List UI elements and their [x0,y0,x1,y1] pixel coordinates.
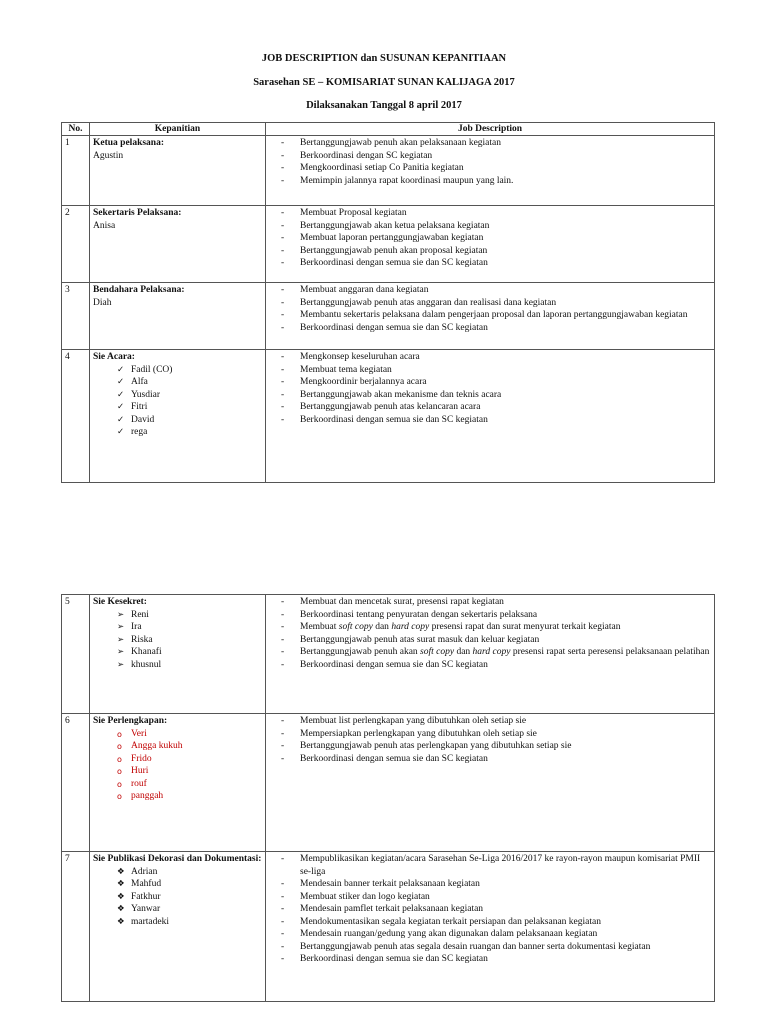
job-cell [266,852,715,1002]
document-date: Dilaksanakan Tanggal 8 april 2017 [306,100,462,111]
job-item: - Mengkoordinasi setiap Co Panitia kegiatan [281,162,711,175]
job-cell [266,283,715,350]
diamond-bullet-icon: ❖ [117,904,125,914]
diamond-bullet-icon: ❖ [117,916,125,927]
job-item: - Bertanggungjawab penuh atas kelancaran acara [281,401,711,414]
arrow-bullet-icon: ➢ [117,647,125,657]
member-item: o Angga kukuh [117,740,262,753]
checkmark-icon: ✓ [117,377,125,387]
column-header-no: No. [62,123,90,136]
circle-bullet-icon: o [117,742,122,751]
committee-cell [90,136,266,206]
job-item: - Berkoordinasi dengan semua sie dan SC kegiatan [281,414,711,427]
checkmark-icon: ✓ [117,364,125,375]
job-item: - Mendesain ruangan/gedung yang akan digunakan dalam pelaksanaan kegiatan [281,928,711,941]
document-subtitle: Sarasehan SE – KOMISARIAT SUNAN KALIJAGA 2017 [253,77,515,88]
member-item: ❖ Mahfud [117,879,162,889]
role-title: Sekertaris Pelaksana: [93,208,182,218]
member-item: ✓ Alfa [117,377,148,387]
row-number: 3 [62,283,90,350]
member-item: o Veri [117,728,262,741]
job-item: - Bertanggungjawab penuh akan soft copy dan hard copy presensi rapat serta peresensi pelaksanaan pelatihan [281,646,711,659]
circle-bullet-icon: o [117,729,122,739]
table-row [62,283,715,350]
member-list [93,364,262,439]
circle-bullet-icon: o [117,767,122,776]
job-item: - Bertanggungjawab penuh akan pelaksanaan kegiatan [281,137,711,150]
job-item: - Bertanggungjawab penuh atas perlengkapan yang dibutuhkan setiap sie [281,740,711,753]
job-item: - Membuat tema kegiatan [281,364,711,377]
job-list [269,207,711,270]
job-cell [266,206,715,283]
job-item: - Mempublikasikan kegiatan/acara Sarasehan Se-Liga 2016/2017 ke rayon-rayon maupun komisariat PMII se-liga [281,853,711,878]
job-item: - Mempersiapkan perlengkapan yang dibutuhkan oleh setiap sie [281,728,711,741]
member-list [93,866,262,929]
member-item: ✓ rega [117,427,148,437]
job-list [269,715,711,765]
member-item: o Huri [117,765,262,778]
checkmark-icon: ✓ [117,414,125,425]
document-title: JOB DESCRIPTION dan SUSUNAN KEPANITIAAN [261,53,507,64]
person-name: Diah [93,297,112,308]
job-list [269,351,711,426]
member-list [93,609,262,672]
member-item: ✓ Fadil (CO) [117,364,173,375]
diamond-bullet-icon: ❖ [117,879,125,889]
checkmark-icon: ✓ [117,427,125,437]
committee-table-part-2 [61,594,715,1002]
member-item: o Frido [117,753,262,766]
table-header-row [62,123,715,136]
column-header-job-description: Job Description [266,123,715,136]
role-title: Ketua pelaksana: [93,138,164,148]
role-title: Sie Publikasi Dekorasi dan Dokumentasi: [93,854,262,864]
job-item: - Memimpin jalannya rapat koordinasi maupun yang lain. [281,175,711,188]
committee-cell [90,283,266,350]
circle-bullet-icon: o [117,792,122,801]
job-item: - Berkoordinasi dengan semua sie dan SC kegiatan [281,322,711,335]
table-row [62,350,715,483]
arrow-bullet-icon: ➢ [117,634,125,645]
job-item: - Bertanggungjawab penuh atas segala desain ruangan dan banner serta dokumentasi kegiatan [281,941,711,954]
role-title: Sie Perlengkapan: [93,716,168,726]
circle-bullet-icon: o [117,754,122,764]
row-number: 1 [62,136,90,206]
job-cell [266,714,715,852]
job-item: - Berkoordinasi dengan semua sie dan SC kegiatan [281,257,711,270]
job-item: - Berkoordinasi dengan SC kegiatan [281,150,711,163]
job-item: - Berkoordinasi dengan semua sie dan SC kegiatan [281,753,711,766]
job-item: - Bertanggungjawab penuh atas anggaran dan realisasi dana kegiatan [281,297,711,310]
committee-cell [90,595,266,714]
diamond-bullet-icon: ❖ [117,866,125,877]
person-name: Agustin [93,150,124,161]
person-name: Anisa [93,220,116,231]
job-item: - Membuat stiker dan logo kegiatan [281,891,711,904]
row-number: 7 [62,852,90,1002]
member-item: ➢ Khanafi [117,647,162,657]
table-row [62,714,715,852]
job-item: - Mengkonsep keseluruhan acara [281,351,711,364]
committee-table-part-1 [61,122,715,483]
member-item: o rouf [117,778,262,791]
arrow-bullet-icon: ➢ [117,609,125,620]
role-title: Sie Kesekret: [93,597,147,607]
table-row [62,595,715,714]
job-item: - Berkoordinasi dengan semua sie dan SC kegiatan [281,953,711,966]
member-item: ❖ Fatkhur [117,891,161,902]
member-item: ✓ David [117,414,155,425]
committee-cell [90,714,266,852]
member-item: o panggah [117,790,262,803]
column-header-kepanitian: Kepanitian [90,123,266,136]
job-item: - Bertanggungjawab penuh akan proposal kegiatan [281,245,711,258]
diamond-bullet-icon: ❖ [117,891,125,902]
committee-cell [90,350,266,483]
member-item: ❖ Adrian [117,866,158,877]
member-item: ➢ Riska [117,634,153,645]
row-number: 2 [62,206,90,283]
committee-cell [90,206,266,283]
job-item: - Bertanggungjawab akan mekanisme dan teknis acara [281,389,711,402]
job-list [269,137,711,187]
job-item: - Membuat dan mencetak surat, presensi rapat kegiatan [281,596,711,609]
circle-bullet-icon: o [117,779,122,789]
member-item: ➢ Ira [117,622,142,632]
member-list [93,728,262,803]
job-item: - Membuat laporan pertanggungjawaban kegiatan [281,232,711,245]
member-item: ❖ Yanwar [117,904,161,914]
job-item: - Membuat anggaran dana kegiatan [281,284,711,297]
job-cell [266,595,715,714]
committee-cell [90,852,266,1002]
job-item: - Mengkoordinir berjalannya acara [281,376,711,389]
job-item: - Membuat list perlengkapan yang dibutuhkan oleh setiap sie [281,715,711,728]
role-title: Bendahara Pelaksana: [93,285,185,295]
job-cell [266,350,715,483]
row-number: 5 [62,595,90,714]
job-item: - Bertanggungjawab akan ketua pelaksana kegiatan [281,220,711,233]
checkmark-icon: ✓ [117,402,125,412]
row-number: 6 [62,714,90,852]
job-item: - Bertanggungjawab penuh atas surat masuk dan keluar kegiatan [281,634,711,647]
job-item: - Berkoordinasi dengan semua sie dan SC kegiatan [281,659,711,672]
checkmark-icon: ✓ [117,389,125,400]
role-title: Sie Acara: [93,352,135,362]
table-row [62,136,715,206]
job-item: - Membantu sekertaris pelaksana dalam pengerjaan proposal dan laporan pertanggungjawaban kegiatan [281,309,711,322]
row-number: 4 [62,350,90,483]
job-item: - Membuat soft copy dan hard copy presensi rapat dan surat menyurat terkait kegiatan [281,621,711,634]
job-item: - Mendesain banner terkait pelaksanaan kegiatan [281,878,711,891]
job-list [269,284,711,334]
member-item: ➢ Reni [117,609,149,620]
table-row [62,852,715,1002]
member-item: ➢ khusnul [117,659,162,670]
job-item: - Berkoordinasi tentang penyuratan dengan sekertaris pelaksana [281,609,711,622]
job-list [269,853,711,966]
job-list [269,596,711,671]
member-item: ✓ Fitri [117,402,148,412]
job-cell [266,136,715,206]
job-item: - Mendesain pamflet terkait pelaksanaan kegiatan [281,903,711,916]
table-row [62,206,715,283]
job-item: - Membuat Proposal kegiatan [281,207,711,220]
member-item: ❖ martadeki [117,916,169,927]
arrow-bullet-icon: ➢ [117,659,125,670]
job-item: - Mendokumentasikan segala kegiatan terkait persiapan dan pelaksanan kegiatan [281,916,711,929]
arrow-bullet-icon: ➢ [117,622,125,632]
member-item: ✓ Yusdiar [117,389,161,400]
